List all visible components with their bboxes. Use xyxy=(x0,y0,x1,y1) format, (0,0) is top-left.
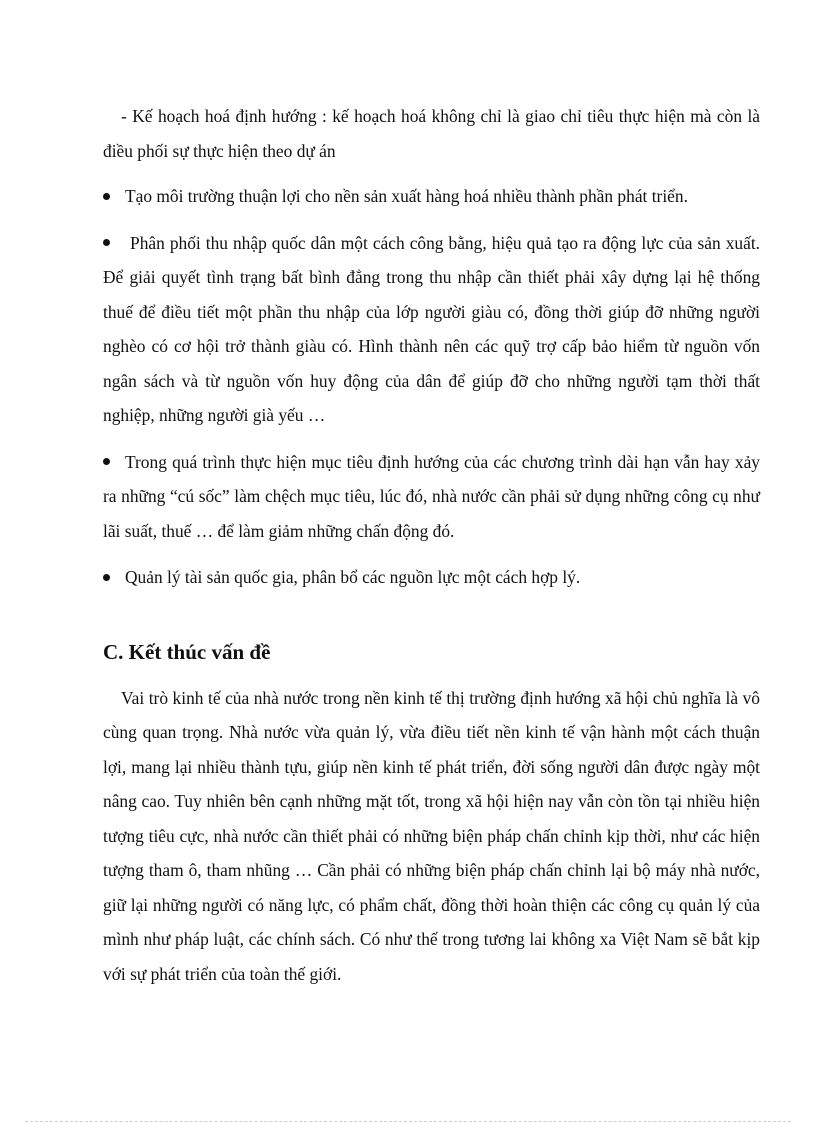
bullet-item xyxy=(103,560,760,595)
bullet-dot-icon xyxy=(103,239,110,246)
intro-paragraph: - Kế hoạch hoá định hướng : kế hoạch hoá không chỉ là giao chỉ tiêu thực hiện mà còn là điều phối sự thực hiện theo dự án xyxy=(103,106,760,161)
bullet-text: Phân phối thu nhập quốc dân một cách công bằng, hiệu quả tạo ra động lực của sản xuất. Để giải quyết tình trạng bất bình đẳng trong thu nhập cần thiết phải xây dựng lại hệ thống thuế để điều tiết một phần thu nhập của lớp người giàu có, đồng thời giúp đỡ những người nghèo có cơ hội trở thành giàu có. Hình thành nên các quỹ trợ cấp bảo hiểm từ nguồn vốn ngân sách và từ nguồn vốn huy động của dân để giúp đỡ cho những người tạm thời thất nghiệp, những người già yếu … xyxy=(103,232,760,425)
document-body xyxy=(103,99,760,991)
bullet-text: Trong quá trình thực hiện mục tiêu định hướng của các chương trình dài hạn vẫn hay xảy ra những “cú sốc” làm chệch mục tiêu, lúc đó, nhà nước cần phải sử dụng những công cụ như lãi suất, thuế … để làm giảm những chấn động đó. xyxy=(103,451,760,541)
bullet-text: Quản lý tài sản quốc gia, phân bổ các nguồn lực một cách hợp lý. xyxy=(125,567,581,587)
conclusion-paragraph: Vai trò kinh tế của nhà nước trong nền kinh tế thị trường định hướng xã hội chủ nghĩa là vô cùng quan trọng. Nhà nước vừa quản lý, vừa điều tiết nền kinh tế vận hành một cách thuận lợi, mang lại nhiều thành tựu, giúp nền kinh tế phát triển, đời sống người dân được ngày một nâng cao. Tuy nhiên bên cạnh những mặt tốt, trong xã hội hiện nay vẫn còn tồn tại nhiều hiện tượng tiêu cực, nhà nước cần thiết phải có những biện pháp chấn chỉnh kịp thời, như các hiện tượng tham ô, tham nhũng … Cần phải có những biện pháp chấn chỉnh lại bộ máy nhà nước, giữ lại những người có năng lực, có phẩm chất, đồng thời hoàn thiện các công cụ quản lý của mình như pháp luật, các chính sách. Có như thế trong tương lai không xa Việt Nam sẽ bắt kịp với sự phát triển của toàn thế giới. xyxy=(103,687,760,984)
section-heading: C. Kết thúc vấn đề xyxy=(103,639,271,664)
bullet-text: Tạo môi trường thuận lợi cho nền sản xuất hàng hoá nhiều thành phần phát triển. xyxy=(125,186,688,206)
bullet-dot-icon xyxy=(103,458,110,465)
bullet-dot-icon xyxy=(103,574,110,581)
bullet-item xyxy=(103,179,760,214)
page-bottom-rule xyxy=(25,1121,791,1122)
bullet-item xyxy=(103,226,760,433)
bullet-item xyxy=(103,445,760,549)
bullet-dot-icon xyxy=(103,193,110,200)
